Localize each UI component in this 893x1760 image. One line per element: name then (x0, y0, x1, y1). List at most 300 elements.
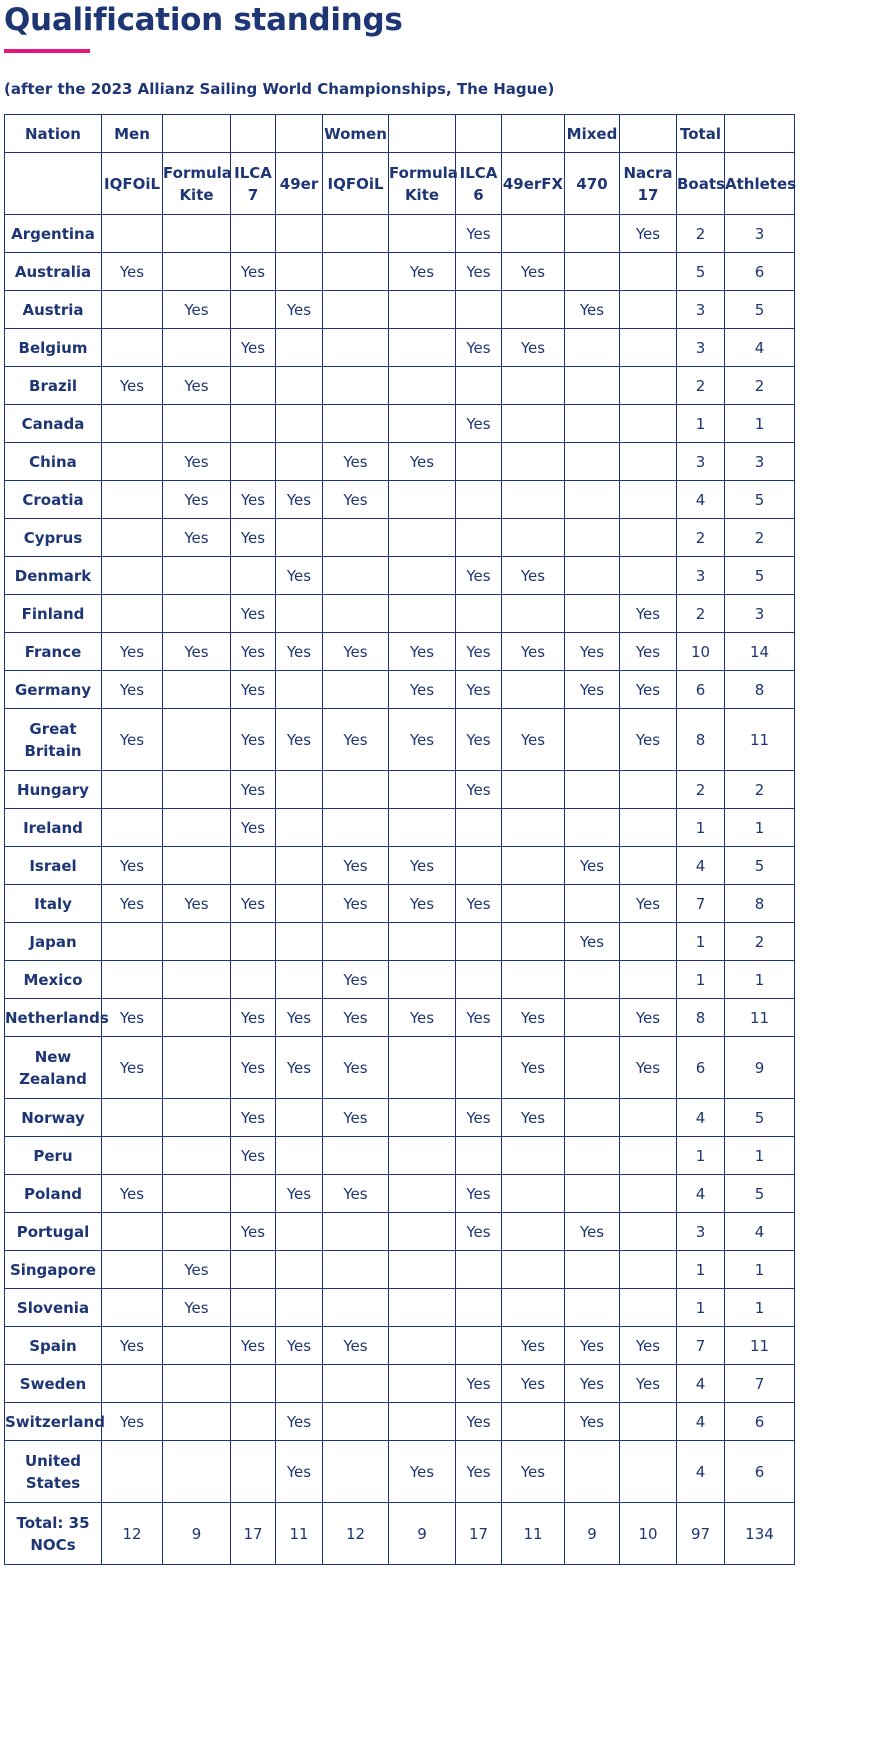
boats-cell: 3 (677, 557, 725, 595)
nation-cell: Finland (5, 595, 102, 633)
men-iqfoil-cell (102, 1137, 163, 1175)
header-group-mixed-2 (620, 115, 677, 153)
men-formula-kite-cell (163, 709, 231, 771)
mixed-470-cell: Yes (565, 671, 620, 709)
men-iqfoil-cell (102, 1213, 163, 1251)
table-row (5, 885, 795, 923)
women-49erfx-cell (502, 443, 565, 481)
men-ilca-7-cell (231, 1289, 276, 1327)
women-49erfx-cell (502, 1137, 565, 1175)
athletes-cell: 1 (725, 809, 795, 847)
mixed-nacra-17-cell (620, 253, 677, 291)
athletes-cell: 1 (725, 961, 795, 999)
men-iqfoil-cell (102, 771, 163, 809)
athletes-cell: 6 (725, 253, 795, 291)
mixed-nacra-17-cell (620, 809, 677, 847)
mixed-470-cell (565, 809, 620, 847)
women-ilca-6-cell (456, 443, 502, 481)
mixed-470-cell (565, 215, 620, 253)
men-ilca-7-cell: Yes (231, 1137, 276, 1175)
mixed-nacra-17-cell (620, 1175, 677, 1213)
men-49er-cell (276, 253, 323, 291)
women-iqfoil-cell (323, 557, 389, 595)
women-formula-kite-cell (389, 1251, 456, 1289)
men-iqfoil-cell (102, 961, 163, 999)
total-women-ilca-6: 17 (456, 1503, 502, 1565)
mixed-nacra-17-cell: Yes (620, 671, 677, 709)
women-ilca-6-cell (456, 481, 502, 519)
mixed-nacra-17-cell: Yes (620, 215, 677, 253)
men-iqfoil-cell: Yes (102, 885, 163, 923)
header-class-mixed-nacra-17: Nacra 17 (620, 153, 677, 215)
mixed-470-cell (565, 595, 620, 633)
nation-cell: Norway (5, 1099, 102, 1137)
women-ilca-6-cell: Yes (456, 671, 502, 709)
women-iqfoil-cell (323, 1251, 389, 1289)
table-row (5, 633, 795, 671)
women-iqfoil-cell (323, 367, 389, 405)
nation-cell: Sweden (5, 1365, 102, 1403)
nation-cell: Peru (5, 1137, 102, 1175)
women-formula-kite-cell (389, 215, 456, 253)
men-ilca-7-cell: Yes (231, 885, 276, 923)
women-49erfx-cell: Yes (502, 1327, 565, 1365)
women-ilca-6-cell (456, 809, 502, 847)
table-row (5, 1289, 795, 1327)
women-formula-kite-cell (389, 1365, 456, 1403)
men-49er-cell (276, 1099, 323, 1137)
women-ilca-6-cell: Yes (456, 405, 502, 443)
women-iqfoil-cell (323, 253, 389, 291)
athletes-cell: 5 (725, 1175, 795, 1213)
boats-cell: 6 (677, 671, 725, 709)
header-class-men-iqfoil: IQFOiL (102, 153, 163, 215)
men-iqfoil-cell: Yes (102, 1175, 163, 1213)
men-iqfoil-cell: Yes (102, 253, 163, 291)
women-ilca-6-cell (456, 1037, 502, 1099)
table-row (5, 999, 795, 1037)
women-formula-kite-cell: Yes (389, 999, 456, 1037)
men-49er-cell (276, 1137, 323, 1175)
mixed-470-cell: Yes (565, 1403, 620, 1441)
men-iqfoil-cell (102, 1289, 163, 1327)
men-ilca-7-cell: Yes (231, 1037, 276, 1099)
men-ilca-7-cell: Yes (231, 329, 276, 367)
men-formula-kite-cell: Yes (163, 291, 231, 329)
mixed-nacra-17-cell: Yes (620, 595, 677, 633)
table-row (5, 1365, 795, 1403)
men-iqfoil-cell (102, 481, 163, 519)
nation-cell: Canada (5, 405, 102, 443)
men-formula-kite-cell (163, 215, 231, 253)
total-men-ilca-7: 17 (231, 1503, 276, 1565)
women-ilca-6-cell: Yes (456, 1403, 502, 1441)
athletes-cell: 6 (725, 1441, 795, 1503)
boats-cell: 8 (677, 709, 725, 771)
men-formula-kite-cell (163, 405, 231, 443)
men-formula-kite-cell (163, 809, 231, 847)
men-formula-kite-cell (163, 1137, 231, 1175)
women-formula-kite-cell: Yes (389, 253, 456, 291)
women-ilca-6-cell: Yes (456, 709, 502, 771)
men-ilca-7-cell: Yes (231, 709, 276, 771)
men-formula-kite-cell (163, 999, 231, 1037)
men-iqfoil-cell: Yes (102, 671, 163, 709)
boats-cell: 7 (677, 1327, 725, 1365)
women-ilca-6-cell: Yes (456, 1441, 502, 1503)
women-49erfx-cell (502, 923, 565, 961)
table-row (5, 1441, 795, 1503)
boats-cell: 2 (677, 367, 725, 405)
nation-cell: Ireland (5, 809, 102, 847)
mixed-470-cell: Yes (565, 633, 620, 671)
women-iqfoil-cell (323, 595, 389, 633)
total-label: Total: 35 NOCs (5, 1503, 102, 1565)
mixed-nacra-17-cell (620, 847, 677, 885)
women-ilca-6-cell (456, 519, 502, 557)
men-49er-cell (276, 923, 323, 961)
men-ilca-7-cell (231, 443, 276, 481)
athletes-cell: 2 (725, 771, 795, 809)
nation-cell: Switzerland (5, 1403, 102, 1441)
athletes-cell: 5 (725, 557, 795, 595)
men-iqfoil-cell (102, 1365, 163, 1403)
women-formula-kite-cell (389, 481, 456, 519)
boats-cell: 1 (677, 923, 725, 961)
qualification-table (4, 114, 795, 1565)
mixed-nacra-17-cell (620, 1289, 677, 1327)
women-iqfoil-cell: Yes (323, 999, 389, 1037)
men-ilca-7-cell: Yes (231, 809, 276, 847)
men-iqfoil-cell (102, 557, 163, 595)
header-class-athletes: Athletes (725, 153, 795, 215)
women-iqfoil-cell (323, 809, 389, 847)
women-49erfx-cell (502, 519, 565, 557)
nation-cell: Germany (5, 671, 102, 709)
women-formula-kite-cell (389, 329, 456, 367)
nation-cell: Denmark (5, 557, 102, 595)
mixed-nacra-17-cell (620, 557, 677, 595)
women-49erfx-cell: Yes (502, 1365, 565, 1403)
boats-cell: 10 (677, 633, 725, 671)
women-49erfx-cell (502, 1403, 565, 1441)
header-class-boats: Boats (677, 153, 725, 215)
athletes-cell: 2 (725, 519, 795, 557)
boats-cell: 3 (677, 1213, 725, 1251)
women-49erfx-cell (502, 809, 565, 847)
table-row (5, 443, 795, 481)
mixed-470-cell (565, 709, 620, 771)
men-49er-cell (276, 847, 323, 885)
men-iqfoil-cell (102, 1441, 163, 1503)
table-row (5, 595, 795, 633)
athletes-cell: 1 (725, 405, 795, 443)
athletes-cell: 9 (725, 1037, 795, 1099)
total-men-iqfoil: 12 (102, 1503, 163, 1565)
mixed-nacra-17-cell (620, 1137, 677, 1175)
women-iqfoil-cell (323, 329, 389, 367)
boats-cell: 6 (677, 1037, 725, 1099)
header-group-total: Total (677, 115, 725, 153)
men-49er-cell (276, 1251, 323, 1289)
page-title: Qualification standings (4, 2, 403, 38)
athletes-cell: 14 (725, 633, 795, 671)
total-women-formula-kite: 9 (389, 1503, 456, 1565)
men-ilca-7-cell: Yes (231, 481, 276, 519)
women-formula-kite-cell (389, 405, 456, 443)
athletes-cell: 5 (725, 291, 795, 329)
mixed-nacra-17-cell (620, 405, 677, 443)
nation-cell: Singapore (5, 1251, 102, 1289)
men-ilca-7-cell (231, 1365, 276, 1403)
women-49erfx-cell: Yes (502, 329, 565, 367)
men-formula-kite-cell (163, 1441, 231, 1503)
women-formula-kite-cell (389, 771, 456, 809)
women-ilca-6-cell (456, 291, 502, 329)
women-formula-kite-cell: Yes (389, 847, 456, 885)
table-row (5, 709, 795, 771)
men-ilca-7-cell: Yes (231, 1213, 276, 1251)
men-formula-kite-cell: Yes (163, 885, 231, 923)
men-iqfoil-cell: Yes (102, 1403, 163, 1441)
women-49erfx-cell (502, 1251, 565, 1289)
header-class-men-formula-kite: Formula Kite (163, 153, 231, 215)
women-49erfx-cell (502, 671, 565, 709)
men-ilca-7-cell (231, 291, 276, 329)
header-group-mixed: Mixed (565, 115, 620, 153)
boats-cell: 1 (677, 1289, 725, 1327)
table-row (5, 771, 795, 809)
table-row (5, 291, 795, 329)
total-men-formula-kite: 9 (163, 1503, 231, 1565)
men-49er-cell (276, 885, 323, 923)
women-49erfx-cell (502, 847, 565, 885)
boats-cell: 1 (677, 809, 725, 847)
women-formula-kite-cell (389, 1037, 456, 1099)
mixed-470-cell (565, 557, 620, 595)
men-ilca-7-cell (231, 1441, 276, 1503)
mixed-nacra-17-cell (620, 1251, 677, 1289)
mixed-nacra-17-cell (620, 771, 677, 809)
women-ilca-6-cell: Yes (456, 771, 502, 809)
men-49er-cell (276, 1365, 323, 1403)
men-formula-kite-cell (163, 771, 231, 809)
men-iqfoil-cell: Yes (102, 709, 163, 771)
women-ilca-6-cell (456, 1289, 502, 1327)
women-ilca-6-cell (456, 595, 502, 633)
boats-cell: 4 (677, 1441, 725, 1503)
men-ilca-7-cell: Yes (231, 671, 276, 709)
men-ilca-7-cell (231, 847, 276, 885)
women-49erfx-cell (502, 405, 565, 443)
men-formula-kite-cell (163, 557, 231, 595)
men-49er-cell (276, 405, 323, 443)
women-formula-kite-cell (389, 1289, 456, 1327)
mixed-470-cell: Yes (565, 923, 620, 961)
women-iqfoil-cell: Yes (323, 709, 389, 771)
women-ilca-6-cell: Yes (456, 999, 502, 1037)
women-iqfoil-cell (323, 291, 389, 329)
women-iqfoil-cell (323, 1289, 389, 1327)
nation-cell: Hungary (5, 771, 102, 809)
total-mixed-nacra-17: 10 (620, 1503, 677, 1565)
athletes-cell: 4 (725, 1213, 795, 1251)
nation-cell: Australia (5, 253, 102, 291)
athletes-cell: 11 (725, 709, 795, 771)
women-formula-kite-cell (389, 367, 456, 405)
men-formula-kite-cell: Yes (163, 481, 231, 519)
mixed-nacra-17-cell (620, 1403, 677, 1441)
men-formula-kite-cell: Yes (163, 1251, 231, 1289)
table-row (5, 1137, 795, 1175)
women-49erfx-cell (502, 291, 565, 329)
athletes-cell: 11 (725, 1327, 795, 1365)
boats-cell: 3 (677, 443, 725, 481)
mixed-nacra-17-cell (620, 961, 677, 999)
men-49er-cell (276, 595, 323, 633)
women-49erfx-cell: Yes (502, 253, 565, 291)
women-formula-kite-cell: Yes (389, 885, 456, 923)
boats-cell: 3 (677, 329, 725, 367)
header-class-women-formula-kite: Formula Kite (389, 153, 456, 215)
men-49er-cell (276, 367, 323, 405)
women-ilca-6-cell: Yes (456, 215, 502, 253)
men-formula-kite-cell: Yes (163, 1289, 231, 1327)
men-49er-cell: Yes (276, 1327, 323, 1365)
mixed-nacra-17-cell: Yes (620, 999, 677, 1037)
women-iqfoil-cell (323, 1213, 389, 1251)
boats-cell: 4 (677, 1403, 725, 1441)
header-class-men-ilca-7: ILCA 7 (231, 153, 276, 215)
nation-cell: Austria (5, 291, 102, 329)
men-iqfoil-cell: Yes (102, 1037, 163, 1099)
women-iqfoil-cell: Yes (323, 961, 389, 999)
nation-cell: China (5, 443, 102, 481)
table-row (5, 367, 795, 405)
men-49er-cell (276, 329, 323, 367)
mixed-nacra-17-cell (620, 1213, 677, 1251)
nation-cell: Slovenia (5, 1289, 102, 1327)
mixed-470-cell (565, 1289, 620, 1327)
mixed-470-cell (565, 405, 620, 443)
nation-cell: Portugal (5, 1213, 102, 1251)
athletes-cell: 3 (725, 215, 795, 253)
table-row (5, 329, 795, 367)
boats-cell: 8 (677, 999, 725, 1037)
mixed-470-cell (565, 1099, 620, 1137)
women-iqfoil-cell (323, 671, 389, 709)
table-row (5, 923, 795, 961)
women-formula-kite-cell (389, 1327, 456, 1365)
table-row (5, 405, 795, 443)
men-ilca-7-cell: Yes (231, 633, 276, 671)
athletes-cell: 5 (725, 481, 795, 519)
women-ilca-6-cell (456, 847, 502, 885)
mixed-470-cell (565, 999, 620, 1037)
women-49erfx-cell (502, 367, 565, 405)
mixed-470-cell (565, 1441, 620, 1503)
nation-cell: Spain (5, 1327, 102, 1365)
boats-cell: 2 (677, 771, 725, 809)
total-women-49erfx: 11 (502, 1503, 565, 1565)
boats-cell: 2 (677, 519, 725, 557)
women-49erfx-cell (502, 961, 565, 999)
header-group-men-4 (276, 115, 323, 153)
athletes-cell: 4 (725, 329, 795, 367)
men-49er-cell (276, 519, 323, 557)
mixed-470-cell (565, 885, 620, 923)
table-row (5, 1175, 795, 1213)
table-row (5, 1037, 795, 1099)
nation-cell: Croatia (5, 481, 102, 519)
boats-cell: 1 (677, 1137, 725, 1175)
women-formula-kite-cell: Yes (389, 443, 456, 481)
header-group-men-3 (231, 115, 276, 153)
men-iqfoil-cell: Yes (102, 999, 163, 1037)
men-ilca-7-cell (231, 215, 276, 253)
nation-cell: Great Britain (5, 709, 102, 771)
table-row (5, 1213, 795, 1251)
women-formula-kite-cell (389, 291, 456, 329)
men-49er-cell: Yes (276, 999, 323, 1037)
women-formula-kite-cell (389, 519, 456, 557)
athletes-cell: 7 (725, 1365, 795, 1403)
men-formula-kite-cell (163, 671, 231, 709)
boats-cell: 4 (677, 481, 725, 519)
nation-cell: Argentina (5, 215, 102, 253)
men-ilca-7-cell (231, 1403, 276, 1441)
men-iqfoil-cell: Yes (102, 1327, 163, 1365)
men-ilca-7-cell: Yes (231, 519, 276, 557)
boats-cell: 4 (677, 847, 725, 885)
men-ilca-7-cell: Yes (231, 999, 276, 1037)
header-class-mixed-470: 470 (565, 153, 620, 215)
women-formula-kite-cell (389, 923, 456, 961)
page-subtitle: (after the 2023 Allianz Sailing World Championships, The Hague) (4, 80, 555, 98)
boats-cell: 1 (677, 961, 725, 999)
athletes-cell: 2 (725, 923, 795, 961)
men-formula-kite-cell: Yes (163, 367, 231, 405)
mixed-nacra-17-cell (620, 923, 677, 961)
men-49er-cell (276, 671, 323, 709)
total-mixed-470: 9 (565, 1503, 620, 1565)
men-formula-kite-cell: Yes (163, 519, 231, 557)
women-formula-kite-cell: Yes (389, 671, 456, 709)
nation-cell: France (5, 633, 102, 671)
men-ilca-7-cell (231, 557, 276, 595)
men-formula-kite-cell (163, 1327, 231, 1365)
men-iqfoil-cell (102, 923, 163, 961)
boats-cell: 4 (677, 1175, 725, 1213)
mixed-nacra-17-cell (620, 1441, 677, 1503)
women-iqfoil-cell (323, 1403, 389, 1441)
men-iqfoil-cell (102, 1251, 163, 1289)
table-row (5, 1099, 795, 1137)
mixed-nacra-17-cell (620, 443, 677, 481)
men-iqfoil-cell: Yes (102, 367, 163, 405)
men-formula-kite-cell (163, 923, 231, 961)
men-49er-cell: Yes (276, 709, 323, 771)
header-group-nation: Nation (5, 115, 102, 153)
mixed-nacra-17-cell (620, 367, 677, 405)
men-49er-cell (276, 809, 323, 847)
men-ilca-7-cell (231, 1251, 276, 1289)
total-men-49er: 11 (276, 1503, 323, 1565)
women-formula-kite-cell (389, 809, 456, 847)
table-row (5, 215, 795, 253)
women-49erfx-cell (502, 1289, 565, 1327)
women-ilca-6-cell: Yes (456, 633, 502, 671)
